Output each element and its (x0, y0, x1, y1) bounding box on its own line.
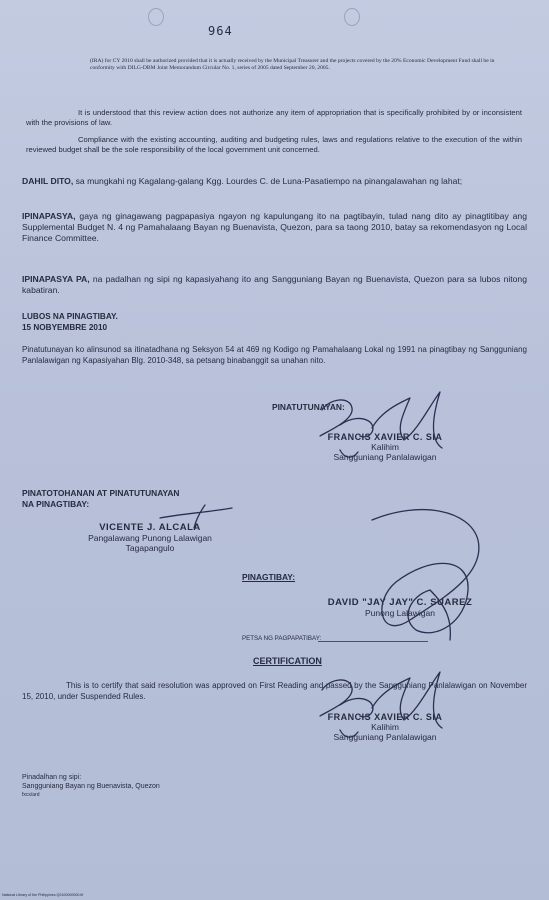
dahil-text: sa mungkahi ng Kagalang-galang Kgg. Lourdes C. de Luna-Pasatiempo na pinangalawahan ng lahat; (73, 176, 463, 186)
ipinapasya-text: gaya ng ginagawang pagpapasiya ngayon ng kapulungang ito na pagtibayin, tulad nang dito ay pinagtitibay ang Supplemental Budget N. 4 ng Pamahalaang Bayan ng Buenavista, Quezon, para sa taong 2010, batay sa rekomendasyon ng Local Finance Committee. (22, 211, 527, 243)
sia-title2: Sangguniang Panlalawigan (333, 452, 437, 462)
signatory-sia-2 (300, 712, 470, 742)
ipinapasya-lead: IPINAPASYA, (22, 211, 76, 221)
signatory-alcala (60, 522, 240, 553)
footer-source: National Library of the Philippines Q0100000000.tif (2, 893, 84, 897)
para-compliance: Compliance with the existing accounting, auditing and budgeting rules, laws and regulations relative to the execution of the within reviewed budget shall be the sole responsibility of the local government unit concerned. (26, 135, 522, 154)
para-ipinapasya (22, 211, 527, 244)
lubos-line1: LUBOS NA PINAGTIBAY. (22, 312, 118, 321)
dahil-lead: DAHIL DITO, (22, 176, 74, 186)
sia-title2-2: Sangguniang Panlalawigan (333, 732, 437, 742)
signatory-sia (300, 432, 470, 462)
punch-hole-right (344, 8, 360, 26)
pinatotohanan-line1: PINATOTOHANAN AT PINATUTUNAYAN (22, 488, 180, 498)
ipinapasya-pa-lead: IPINAPASYA PA, (22, 274, 90, 284)
signature-suarez (372, 510, 479, 640)
certification-title: CERTIFICATION (253, 656, 322, 666)
alcala-title1: Pangalawang Punong Lalawigan (88, 533, 212, 543)
sia-name: FRANCIS XAVIER C. SIA (327, 432, 443, 442)
sia-name-2: FRANCIS XAVIER C. SIA (327, 712, 443, 722)
lubos-line2: 15 NOBYEMBRE 2010 (22, 323, 108, 332)
pinatutunayan-label: PINATUTUNAYAN: (272, 402, 345, 412)
pinadalhan-label: Pinadalhan ng sipi: (22, 774, 82, 781)
sia-title1-2: Kalihim (371, 722, 399, 732)
ipinapasya-pa-text: na padalhan ng sipi ng kapasiyahang ito ang Sangguniang Bayan ng Buenavista, Quezon para sa lubos nitong kabatiran. (22, 274, 527, 295)
page-number: 964 (208, 24, 233, 38)
punch-hole-left (148, 8, 164, 26)
sia-title1: Kalihim (371, 442, 399, 452)
initials: fxcs/ard (22, 792, 40, 798)
suarez-title: Punong Lalawigan (365, 608, 435, 618)
suarez-name: DAVID "JAY JAY" C. SUAREZ (327, 597, 473, 608)
alcala-title2: Tagapangulo (125, 543, 175, 553)
certification-text: This is to certify that said resolution was approved on First Reading and passed by the Sangguniang Panlalawigan on November 15, 2010, under Suspended Rules. (22, 681, 527, 701)
para-understood: It is understood that this review action does not authorize any item of appropriation that is specifically prohibited by or inconsistent with the provisions of law. (26, 108, 522, 127)
signatory-suarez (300, 597, 500, 618)
para-ipinapasya-pa (22, 274, 527, 296)
pinatunayan-text: Pinatutunayan ko alinsunod sa itinatadhana ng Seksyon 54 at 469 ng Kodigo ng Pamahalaang Lokal ng 1991 na pinagtibay ng Sangguniang Panlalawigan ng Kapasiyahan Blg. 2010-348, sa petsang binabanggit sa unahan nito. (22, 345, 527, 365)
budget-note: (IRA) for CY 2010 shall be authorized provided that it is actually received by the Municipal Treasurer and the projects covered by the 20% Economic Development Fund shall be in conformity with DILG-DBM Joint Memorandum Circular No. 1, series of 2005 dated September 20, 2005. (90, 58, 495, 71)
petsa-label-text: PETSA NG PAGPAPATIBAY: (242, 635, 322, 642)
pinatotohanan-line2: NA PINAGTIBAY: (22, 499, 90, 509)
para-dahil-dito (22, 176, 527, 187)
pinagtibay-label: PINAGTIBAY: (242, 572, 296, 582)
petsa-underline (318, 641, 428, 642)
pinadalhan-recipient: Sangguniang Bayan ng Buenavista, Quezon (22, 783, 160, 790)
petsa-label (242, 634, 321, 643)
alcala-name: VICENTE J. ALCALA (99, 522, 201, 533)
